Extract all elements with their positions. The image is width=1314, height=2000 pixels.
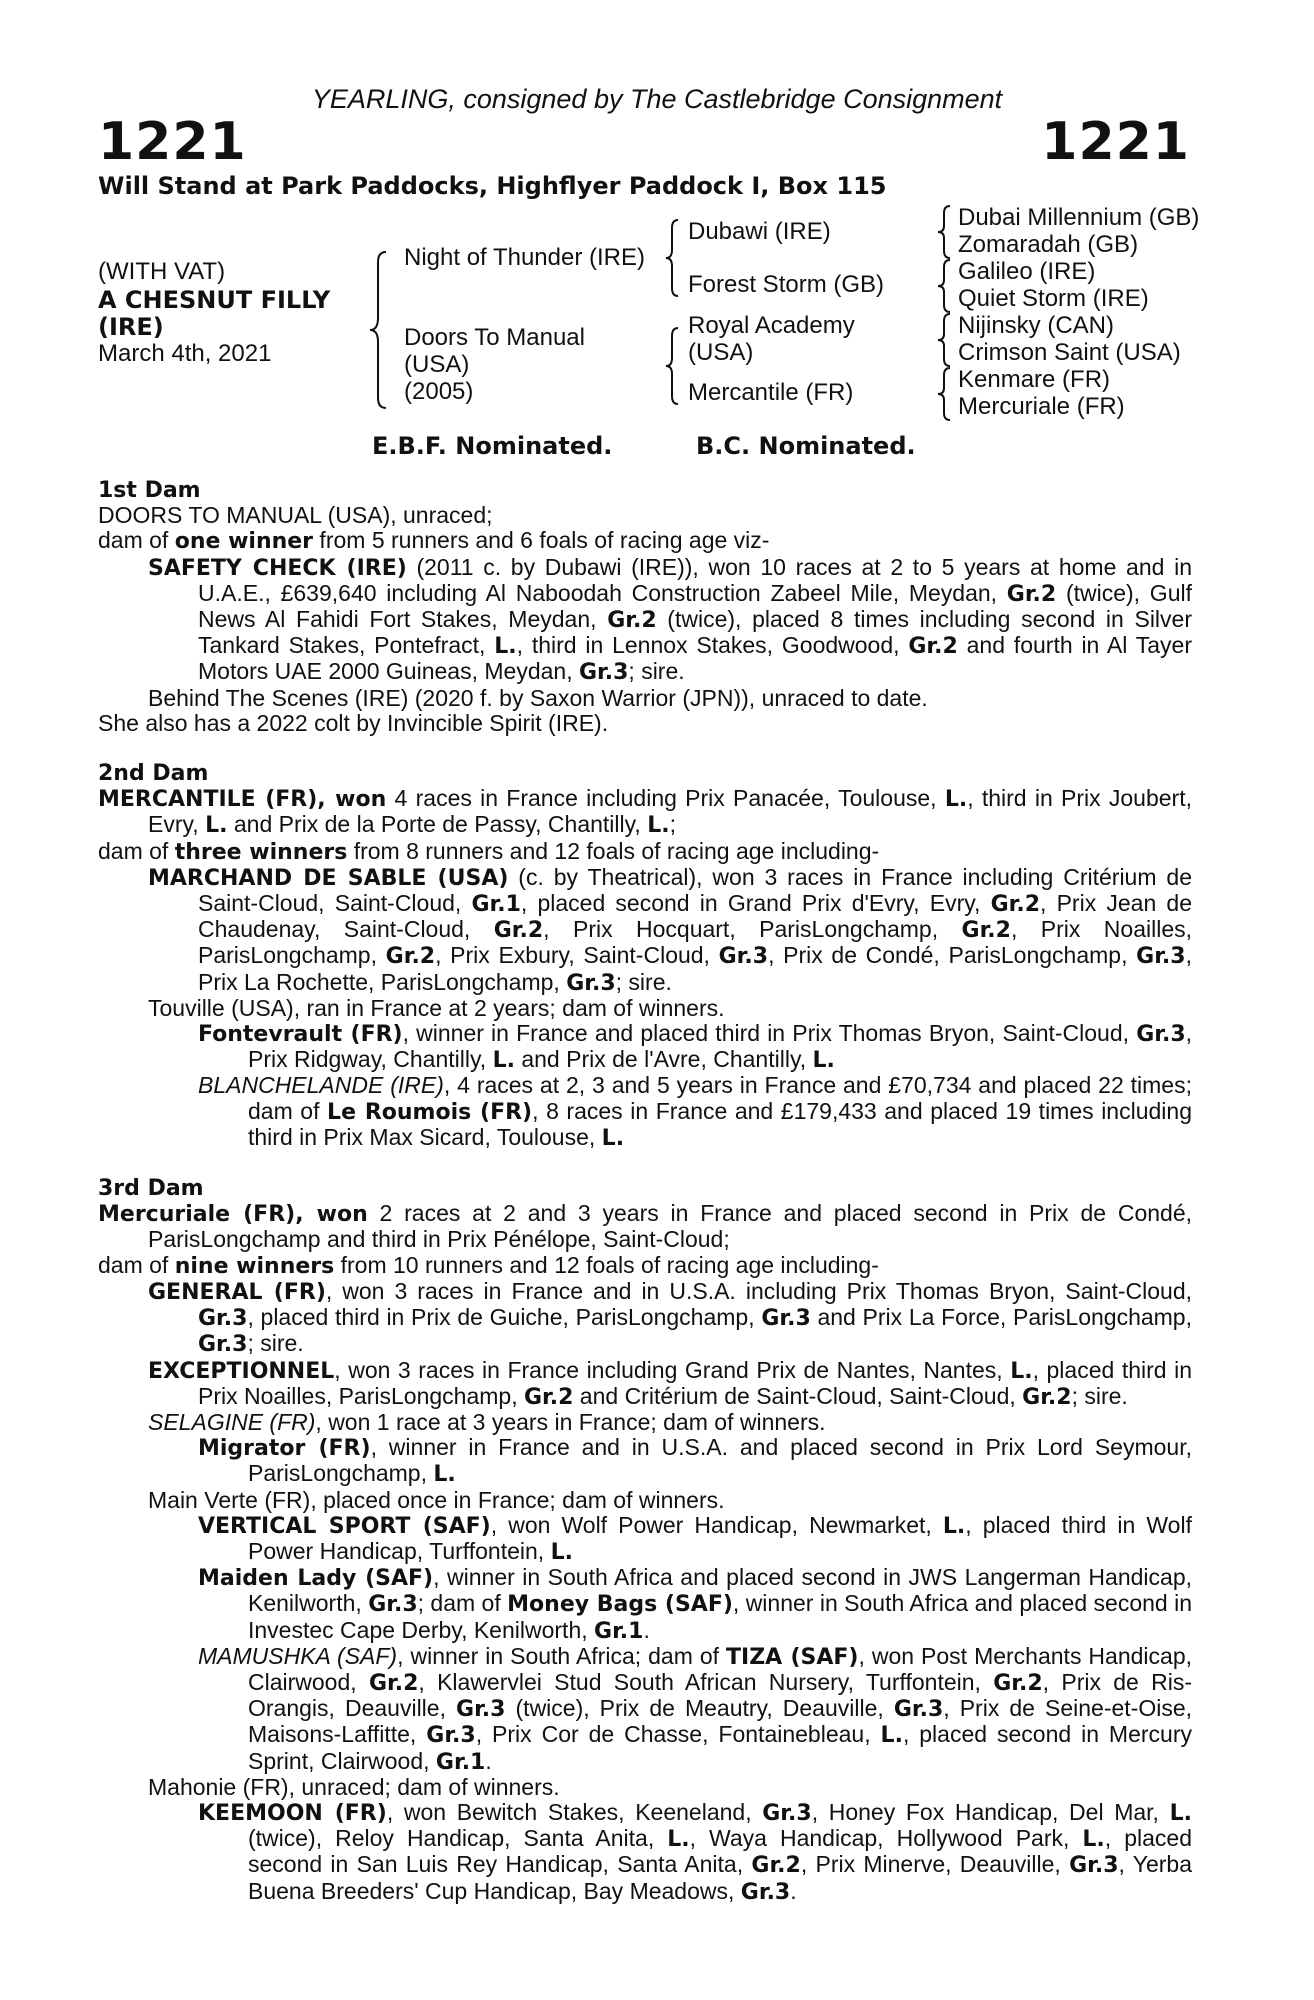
pedigree-sire-sire: Dubawi (IRE) (688, 218, 831, 245)
pedigree-dam-sire-line1: Royal Academy (688, 312, 855, 339)
produce-entry-behind-the-scenes: Behind The Scenes (IRE) (2020 f. by Saxon Warrior (JPN)), unraced to date. (148, 684, 928, 711)
pedigree-brace-dam (664, 326, 684, 406)
pedigree-ggp-5: Nijinsky (CAN) (958, 312, 1114, 339)
produce-entry-marchand-de-sable: MARCHAND DE SABLE (USA) (c. by Theatrical), won 3 races in France including Critérium de Saint-Cloud, Saint-Cloud, Gr.1, placed second in Grand Prix d'Evry, Evry, Gr.2, Prix Jean de Chaudenay, Saint-Cloud, Gr.2, Prix Hocquart, ParisLongchamp, Gr.2, Prix Noailles, ParisLongchamp, Gr.2, Prix Exbury, Saint-Cloud, Gr.3, Prix de Condé, ParisLongchamp, Gr.3, Prix La Rochette, ParisLongchamp, Gr.3; sire. (148, 863, 1192, 996)
pedigree-ggp-8: Mercuriale (FR) (958, 393, 1125, 420)
pedigree-dam-line1: Doors To Manual (404, 324, 585, 351)
pedigree-ggp-3: Galileo (IRE) (958, 258, 1096, 285)
lot-number-right: 1221 (1041, 112, 1190, 172)
second-dam-record: MERCANTILE (FR), won 4 races in France including Prix Panacée, Toulouse, L., third in Prix Joubert, Evry, L. and Prix de la Porte de Passy, Chantilly, L.; (98, 785, 1193, 839)
foaling-date: March 4th, 2021 (98, 340, 272, 367)
lot-number-left: 1221 (98, 112, 247, 172)
pedigree-brace-main (368, 250, 392, 410)
third-dam-produce-summary: dam of nine winners from 10 runners and 12 foals of racing age including- (98, 1251, 879, 1279)
produce-entry-selagine: SELAGINE (FR), won 1 race at 3 years in France; dam of winners. (148, 1408, 826, 1435)
produce-entry-exceptionnel: EXCEPTIONNEL, won 3 races in France including Grand Prix de Nantes, Nantes, L., placed third in Prix Noailles, ParisLongchamp, Gr.2 and Critérium de Saint-Cloud, Saint-Cloud, Gr.2; sire. (148, 1356, 1192, 1410)
pedigree-brace-gg4 (936, 366, 956, 422)
produce-entry-fontevrault: Fontevrault (FR), winner in France and placed third in Prix Thomas Bryon, Saint-Cloud, Gr.3, Prix Ridgway, Chantilly, L. and Prix de l'Avre, Chantilly, L. (198, 1020, 1193, 1074)
third-dam-record: Mercuriale (FR), won 2 races at 2 and 3 years in France and placed second in Prix de Condé, ParisLongchamp and third in Prix Pénélope, Saint-Cloud; (98, 1200, 1192, 1253)
pedigree-ggp-2: Zomaradah (GB) (958, 231, 1139, 258)
produce-entry-mahonie: Mahonie (FR), unraced; dam of winners. (148, 1773, 560, 1800)
pedigree-ggp-4: Quiet Storm (IRE) (958, 285, 1149, 312)
pedigree-dam-sire-line2: (USA) (688, 339, 754, 366)
produce-entry-safety-check: SAFETY CHECK (IRE) (2011 c. by Dubawi (IRE)), won 10 races at 2 to 5 years at home and in U.A.E., £639,640 including Al Naboodah Construction Zabeel Mile, Meydan, Gr.2 (twice), Gulf News Al Fahidi Fort Stakes, Meydan, Gr.2 (twice), placed 8 times including second in Silver Tankard Stakes, Pontefract, L., third in Lennox Stakes, Goodwood, Gr.2 and fourth in Al Tayer Motors UAE 2000 Guineas, Meydan, Gr.3; sire. (148, 553, 1192, 686)
first-dam-produce-summary: dam of one winner from 5 runners and 6 foals of racing age viz- (98, 527, 770, 555)
pedigree-dam-line2: (USA) (404, 351, 470, 378)
pedigree-dam-line3: (2005) (404, 378, 474, 405)
produce-entry-mamushka: MAMUSHKA (SAF), winner in South Africa; dam of TIZA (SAF), won Post Merchants Handicap, Clairwood, Gr.2, Klawervlei Stud South African Nursery, Turffontein, Gr.2, Prix de Ris-Orangis, Deauville, Gr.3 (twice), Prix de Meautry, Deauville, Gr.3, Prix de Seine-et-Oise, Maisons-Laffitte, Gr.3, Prix Cor de Chasse, Fontainebleau, L., placed second in Mercury Sprint, Clairwood, Gr.1. (198, 1642, 1193, 1775)
consignment-line: YEARLING, consigned by The Castlebridge Consignment (311, 84, 1003, 114)
third-dam-heading: 3rd Dam (98, 1176, 204, 1202)
pedigree-ggp-1: Dubai Millennium (GB) (958, 204, 1200, 231)
horse-origin: (IRE) (98, 313, 164, 341)
pedigree-dam-dam: Mercantile (FR) (688, 379, 854, 406)
pedigree-brace-gg3 (936, 312, 956, 368)
pedigree-brace-gg1 (936, 204, 956, 260)
pedigree-ggp-6: Crimson Saint (USA) (958, 339, 1181, 366)
pedigree-brace-gg2 (936, 258, 956, 314)
second-dam-heading: 2nd Dam (98, 761, 209, 787)
first-dam-line: DOORS TO MANUAL (USA), unraced; (98, 502, 493, 529)
produce-entry-touville: Touville (USA), ran in France at 2 years; dam of winners. (148, 994, 725, 1021)
ebf-nominated: E.B.F. Nominated. (372, 432, 613, 460)
pedigree-sire-dam: Forest Storm (GB) (688, 271, 885, 298)
pedigree-brace-sire (664, 218, 684, 298)
produce-entry-blanchelande: BLANCHELANDE (IRE), 4 races at 2, 3 and 5 years in France and £70,734 and placed 22 times; dam of Le Roumois (FR), 8 races in France and £179,433 and placed 19 times including third in Prix Max Sicard, Toulouse, L. (198, 1072, 1192, 1151)
vat-note: (WITH VAT) (98, 258, 226, 285)
pedigree-ggp-7: Kenmare (FR) (958, 366, 1111, 393)
produce-entry-keemoon: KEEMOON (FR), won Bewitch Stakes, Keeneland, Gr.3, Honey Fox Handicap, Del Mar, L. (twice), Reloy Handicap, Santa Anita, L., Waya Handicap, Hollywood Park, L., placed second in San Luis Rey Handicap, Santa Anita, Gr.2, Prix Minerve, Deauville, Gr.3, Yerba Buena Breeders' Cup Handicap, Bay Meadows, Gr.3. (198, 1798, 1192, 1905)
stand-location: Will Stand at Park Paddocks, Highflyer Paddock I, Box 115 (98, 172, 887, 200)
produce-note-2022-colt: She also has a 2022 colt by Invincible Spirit (IRE). (98, 709, 609, 736)
horse-name: A CHESNUT FILLY (98, 286, 331, 314)
second-dam-produce-summary: dam of three winners from 8 runners and 12 foals of racing age including- (98, 837, 880, 865)
produce-entry-vertical-sport: VERTICAL SPORT (SAF), won Wolf Power Handicap, Newmarket, L., placed third in Wolf Power Handicap, Turffontein, L. (198, 1511, 1192, 1565)
produce-entry-maiden-lady: Maiden Lady (SAF), winner in South Africa and placed second in JWS Langerman Handicap, Kenilworth, Gr.3; dam of Money Bags (SAF), winner in South Africa and placed second in Investec Cape Derby, Kenilworth, Gr.1. (198, 1564, 1193, 1644)
bc-nominated: B.C. Nominated. (696, 432, 916, 460)
first-dam-heading: 1st Dam (98, 478, 201, 503)
produce-record (98, 478, 1192, 1905)
pedigree-sire: Night of Thunder (IRE) (404, 244, 645, 271)
produce-entry-main-verte: Main Verte (FR), placed once in France; dam of winners. (148, 1486, 725, 1513)
produce-entry-general: GENERAL (FR), won 3 races in France and in U.S.A. including Prix Thomas Bryon, Saint-Cloud, Gr.3, placed third in Prix de Guiche, ParisLongchamp, Gr.3 and Prix La Force, ParisLongchamp, Gr.3; sire. (148, 1277, 1193, 1358)
produce-entry-migrator: Migrator (FR), winner in France and in U.S.A. and placed second in Prix Lord Seymour, ParisLongchamp, L. (198, 1434, 1192, 1488)
